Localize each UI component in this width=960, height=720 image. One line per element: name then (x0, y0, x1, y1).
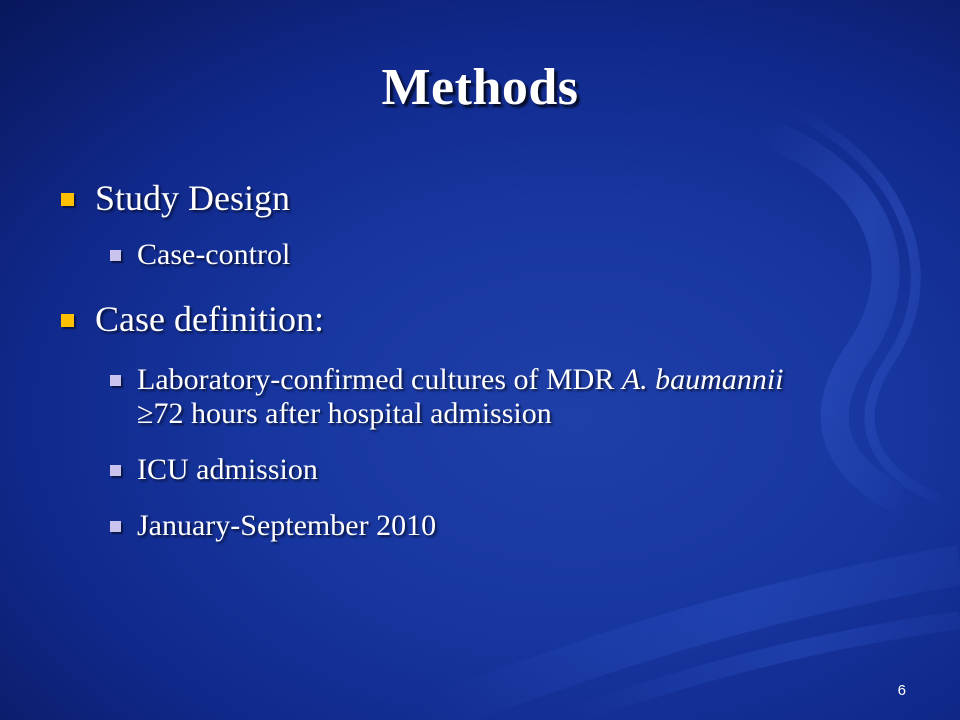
square-bullet-icon (61, 314, 74, 327)
organism-name: A. baumannii (621, 363, 784, 396)
page-number: 6 (897, 682, 906, 699)
sub-bullet-text: Laboratory-confirmed cultures of MDR (137, 363, 622, 396)
sub-bullet-text-line2: ≥72 hours after hospital admission (137, 397, 552, 430)
sub-bullet-case-control (110, 238, 918, 272)
bullet-case-definition (58, 297, 918, 341)
bullet-text: Study Design (95, 178, 291, 218)
sub-bullet-date-range (110, 509, 918, 543)
square-bullet-icon (110, 375, 121, 386)
sub-bullet-laboratory-confirmed (110, 363, 918, 431)
bullet-list (58, 176, 918, 543)
bullet-text: Case definition: (95, 299, 324, 339)
square-bullet-icon (110, 250, 121, 261)
slide-title: Methods (381, 59, 579, 116)
square-bullet-icon (61, 193, 74, 206)
square-bullet-icon (110, 465, 121, 476)
bullet-study-design (58, 176, 918, 220)
sub-bullet-text: Case-control (137, 238, 291, 271)
square-bullet-icon (110, 521, 121, 532)
sub-bullet-icu-admission (110, 453, 918, 487)
sub-bullet-text: January-September 2010 (137, 509, 437, 542)
sub-bullet-text: ICU admission (137, 453, 318, 486)
